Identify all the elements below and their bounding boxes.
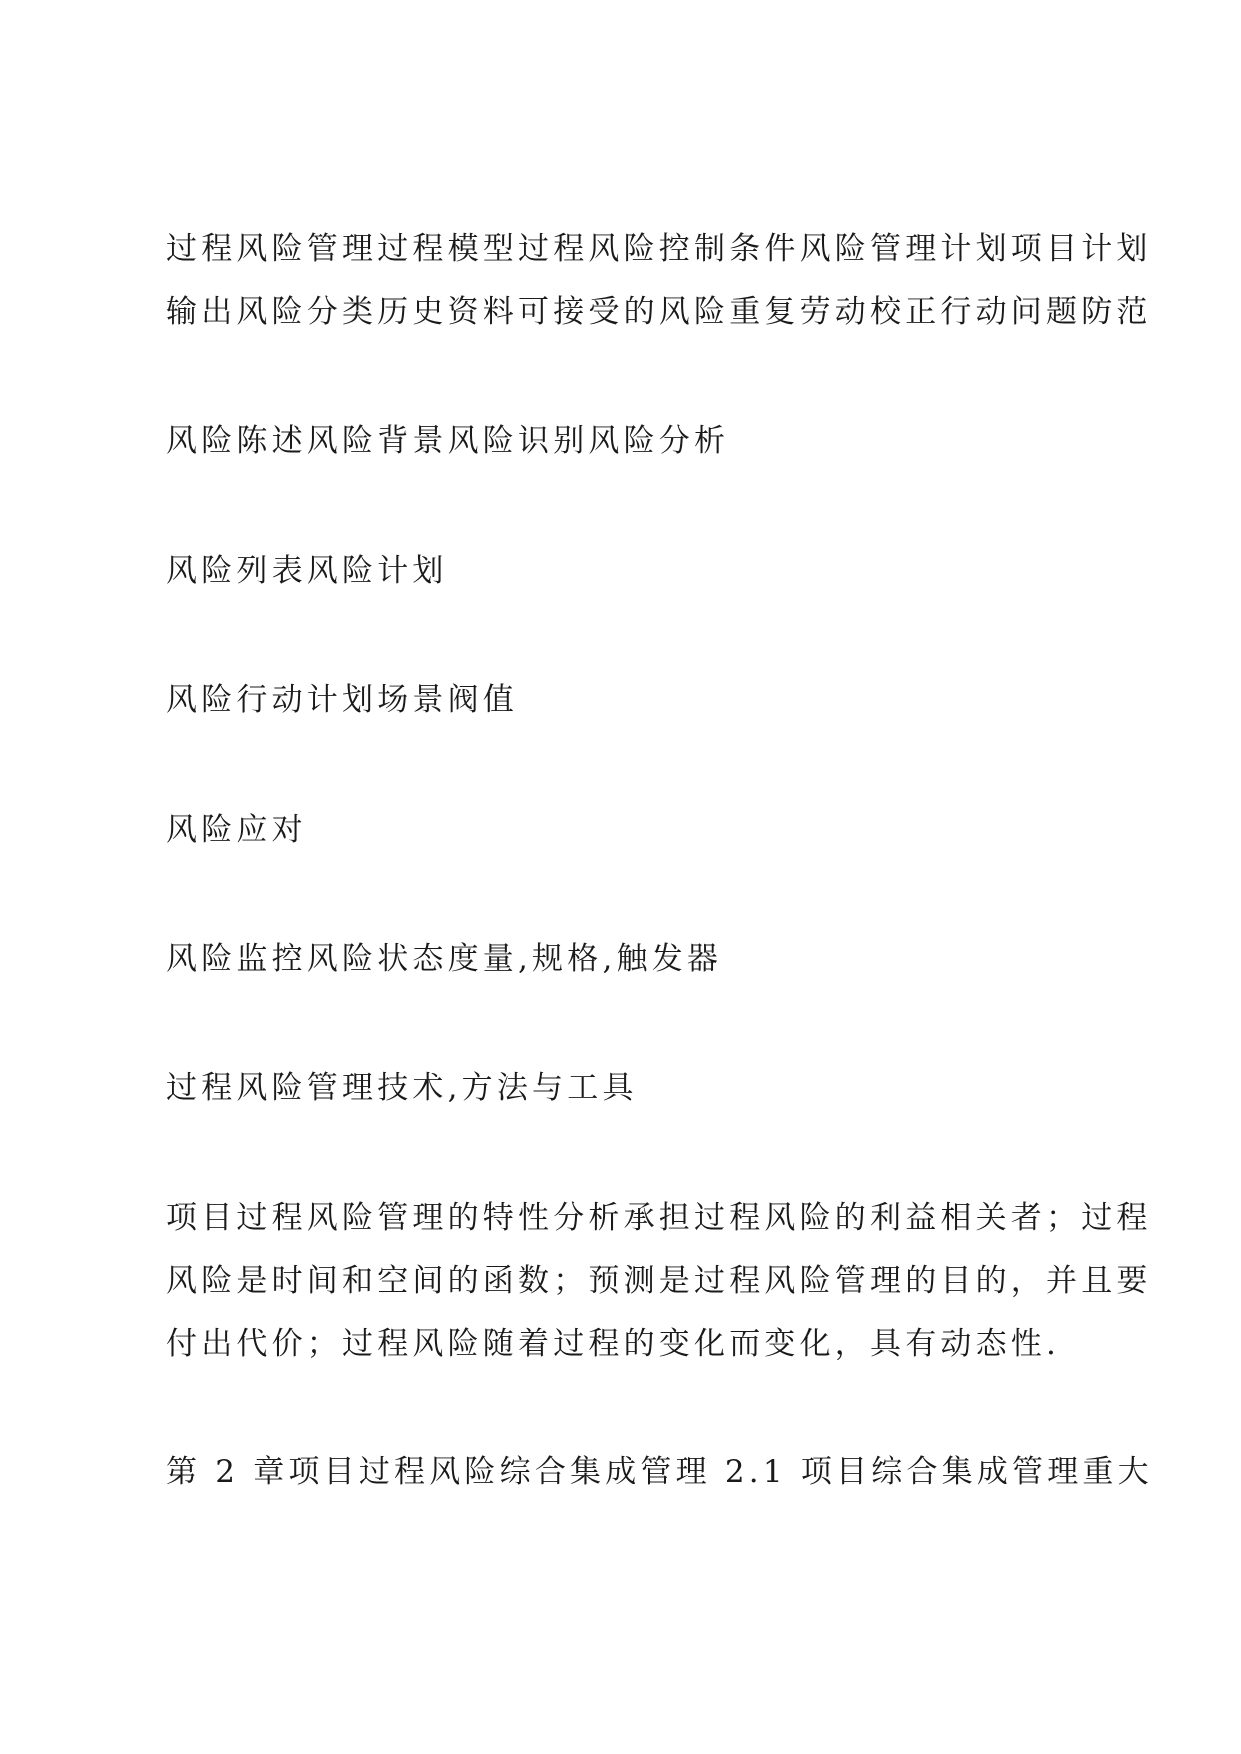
text-line: 风险是时间和空间的函数；预测是过程风险管理的目的，并且要 xyxy=(166,1263,1152,1299)
text-line: 第 2 章项目过程风险综合集成管理 2.1 项目综合集成管理重大 xyxy=(166,1454,1153,1490)
text-line: 过程风险管理过程模型过程风险控制条件风险管理计划项目计划 xyxy=(166,231,1152,267)
text-line: 风险陈述风险背景风险识别风险分析 xyxy=(166,423,730,459)
text-line: 过程风险管理技术,方法与工具 xyxy=(166,1070,638,1106)
text-line: 风险行动计划场景阀值 xyxy=(166,682,518,718)
text-line: 风险列表风险计划 xyxy=(166,553,448,589)
paragraph-risk-response xyxy=(166,799,1096,862)
text-line: 风险应对 xyxy=(166,812,307,848)
paragraph-risk-monitoring xyxy=(166,928,1096,991)
text-line: 风险监控风险状态度量,规格,触发器 xyxy=(166,941,723,977)
paragraph-risk-action xyxy=(166,669,1096,732)
paragraph-risk-statement xyxy=(166,410,1096,473)
paragraph-characteristics xyxy=(166,1187,1152,1376)
text-line: 输出风险分类历史资料可接受的风险重复劳动校正行动问题防范 xyxy=(166,294,1152,330)
paragraph-risk-list xyxy=(166,540,1096,603)
text-line: 项目过程风险管理的特性分析承担过程风险的利益相关者；过程 xyxy=(166,1200,1152,1236)
paragraph-chapter-heading xyxy=(166,1441,1153,1504)
paragraph-process-model xyxy=(166,218,1152,344)
text-line: 付出代价；过程风险随着过程的变化而变化，具有动态性. xyxy=(166,1326,1061,1362)
paragraph-techniques xyxy=(166,1057,1096,1120)
